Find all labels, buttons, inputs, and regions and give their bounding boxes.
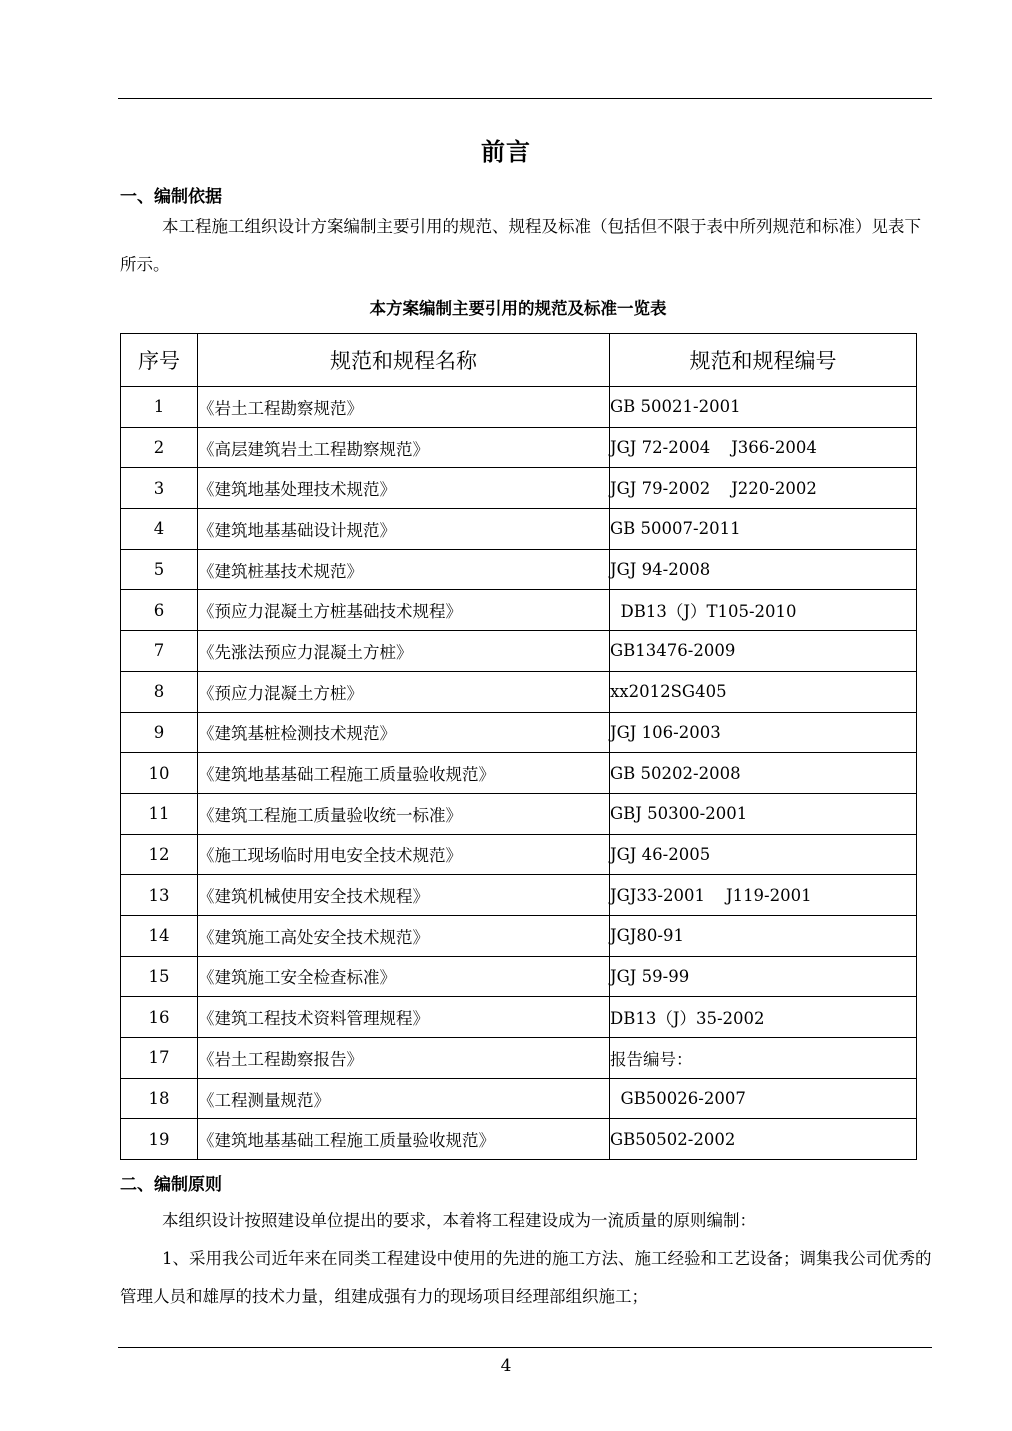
header-no: 序号 [121,334,198,387]
row-number: 1 [121,387,198,428]
table-row [121,631,917,672]
spec-code: JGJ 94-2008 [610,549,917,590]
table-row [121,793,917,834]
spec-code: DB13（J）T105-2010 [610,590,917,631]
spec-code: JGJ 79-2002 J220-2002 [610,468,917,509]
spec-table [120,333,917,1160]
spec-name: 《建筑机械使用安全技术规程》 [198,875,610,916]
row-number: 4 [121,509,198,550]
spec-name: 《建筑基桩检测技术规范》 [198,712,610,753]
table-row [121,956,917,997]
row-number: 2 [121,427,198,468]
spec-code: JGJ33-2001 J119-2001 [610,875,917,916]
table-row [121,1078,917,1119]
table-row [121,1038,917,1079]
table-caption: 本方案编制主要引用的规范及标准一览表 [369,299,667,318]
spec-code: DB13（J）35-2002 [610,997,917,1038]
spec-name: 《施工现场临时用电安全技术规范》 [198,834,610,875]
table-row [121,671,917,712]
spec-name: 《建筑施工安全检查标准》 [198,956,610,997]
table-row [121,549,917,590]
spec-code: GB 50007-2011 [610,509,917,550]
spec-name: 《预应力混凝土方桩》 [198,671,610,712]
header-rule [118,98,932,99]
page-number: 4 [500,1356,512,1376]
section2-paragraph-1: 本组织设计按照建设单位提出的要求，本着将工程建设成为一流质量的原则编制： [162,1211,756,1230]
spec-name: 《建筑地基处理技术规范》 [198,468,610,509]
spec-code: GB 50202-2008 [610,753,917,794]
table-row [121,509,917,550]
spec-name: 《建筑施工高处安全技术规范》 [198,915,610,956]
row-number: 8 [121,671,198,712]
spec-name: 《预应力混凝土方桩基础技术规程》 [198,590,610,631]
table-row [121,753,917,794]
section1-paragraph: 本工程施工组织设计方案编制主要引用的规范、规程及标准（包括但不限于表中所列规范和标准）见表下所示。 [120,217,921,274]
spec-name: 《建筑桩基技术规范》 [198,549,610,590]
spec-code: JGJ 59-99 [610,956,917,997]
spec-code: 报告编号： [610,1038,917,1079]
table-row [121,834,917,875]
spec-name: 《建筑工程技术资料管理规程》 [198,997,610,1038]
spec-code: GBJ 50300-2001 [610,793,917,834]
header-name: 规范和规程名称 [198,334,610,387]
row-number: 12 [121,834,198,875]
spec-name: 《先涨法预应力混凝土方桩》 [198,631,610,672]
spec-code: GB 50021-2001 [610,387,917,428]
table-row [121,590,917,631]
table-row [121,875,917,916]
spec-name: 《工程测量规范》 [198,1078,610,1119]
spec-code: JGJ80-91 [610,915,917,956]
row-number: 3 [121,468,198,509]
section2-paragraph-2: 1、采用我公司近年来在同类工程建设中使用的先进的施工方法、施工经验和工艺设备；调集我公司优秀的管理人员和雄厚的技术力量，组建成强有力的现场项目经理部组织施工； [120,1249,932,1306]
row-number: 19 [121,1119,198,1160]
spec-code: xx2012SG405 [610,671,917,712]
spec-code: JGJ 106-2003 [610,712,917,753]
spec-name: 《建筑地基基础工程施工质量验收规范》 [198,1119,610,1160]
section2-heading: 二、编制原则 [120,1175,222,1195]
spec-code: JGJ 72-2004 J366-2004 [610,427,917,468]
table-row [121,915,917,956]
spec-code: GB50502-2002 [610,1119,917,1160]
row-number: 14 [121,915,198,956]
table-row [121,468,917,509]
spec-code: JGJ 46-2005 [610,834,917,875]
table-row [121,712,917,753]
spec-code: GB50026-2007 [610,1078,917,1119]
row-number: 9 [121,712,198,753]
row-number: 5 [121,549,198,590]
row-number: 13 [121,875,198,916]
row-number: 15 [121,956,198,997]
row-number: 17 [121,1038,198,1079]
section1-heading: 一、编制依据 [120,187,222,207]
row-number: 7 [121,631,198,672]
table-row [121,427,917,468]
table-header-row [121,334,917,387]
row-number: 18 [121,1078,198,1119]
spec-name: 《建筑地基基础工程施工质量验收规范》 [198,753,610,794]
spec-name: 《岩土工程勘察报告》 [198,1038,610,1079]
page-title: 前言 [481,138,531,166]
table-row [121,997,917,1038]
row-number: 6 [121,590,198,631]
row-number: 10 [121,753,198,794]
row-number: 11 [121,793,198,834]
spec-name: 《岩土工程勘察规范》 [198,387,610,428]
header-code: 规范和规程编号 [610,334,917,387]
spec-name: 《高层建筑岩土工程勘察规范》 [198,427,610,468]
table-row [121,1119,917,1160]
spec-name: 《建筑地基基础设计规范》 [198,509,610,550]
footer-rule [118,1347,932,1348]
spec-name: 《建筑工程施工质量验收统一标准》 [198,793,610,834]
table-row [121,387,917,428]
row-number: 16 [121,997,198,1038]
spec-code: GB13476-2009 [610,631,917,672]
